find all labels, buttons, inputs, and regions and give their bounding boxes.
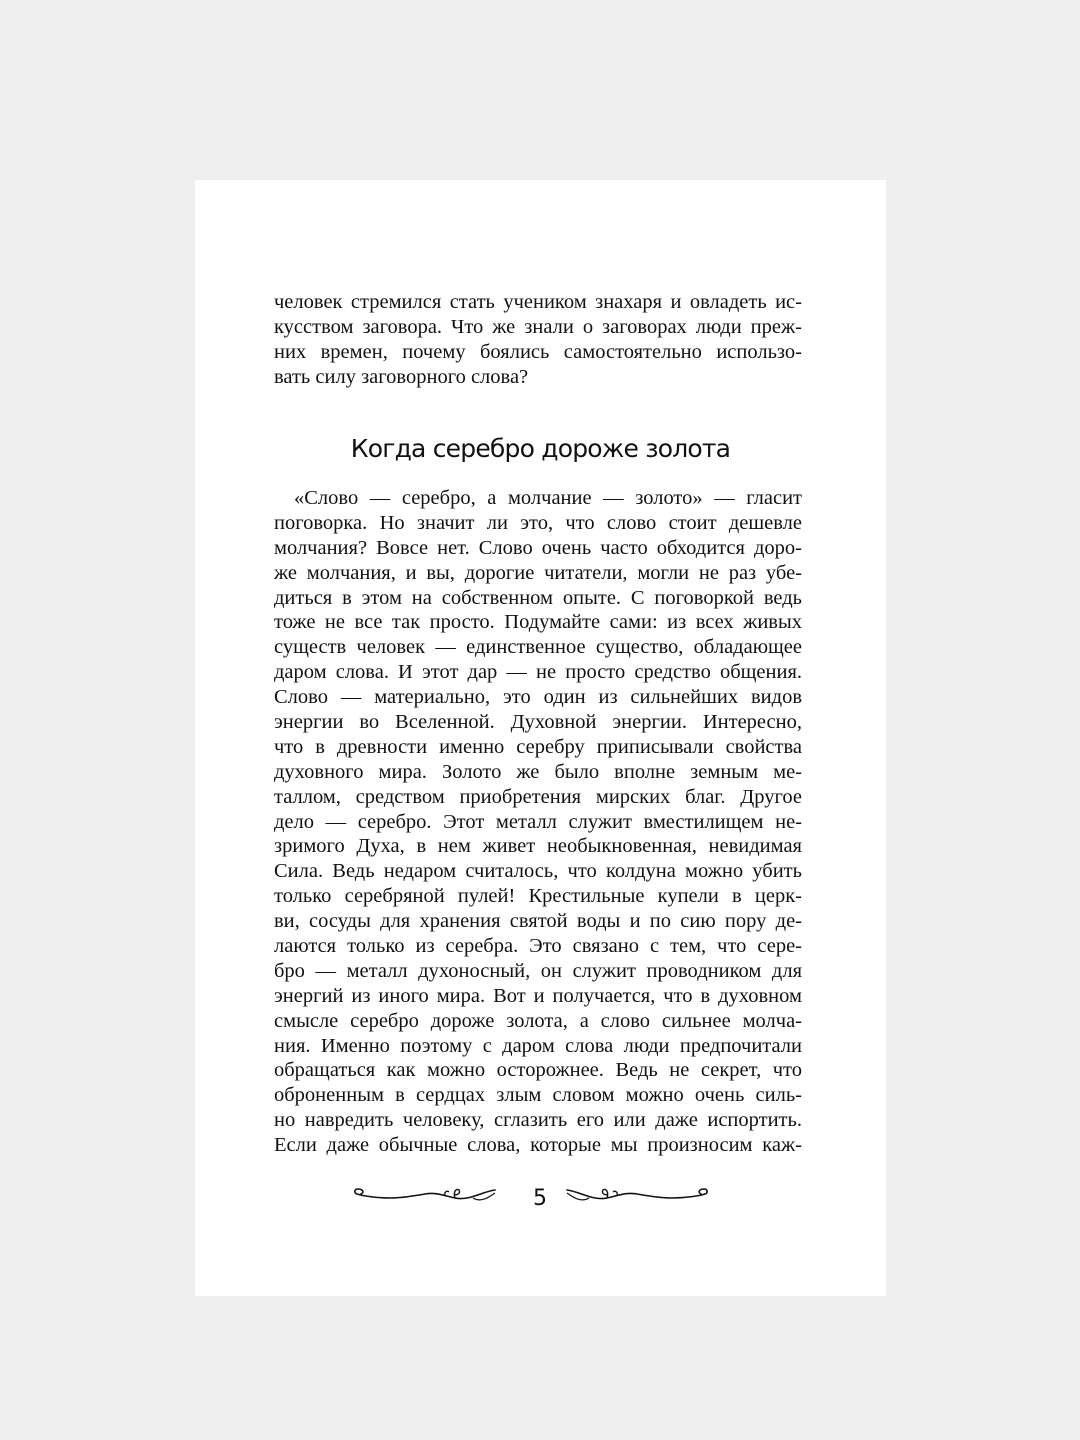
text-line: поговорка. Но значит ли это, что слово стоит дешевле [274, 511, 802, 534]
text-line: оброненным в сердцах злым словом можно очень силь- [274, 1084, 802, 1107]
text-line: дело — серебро. Этот металл служит вместилищем не- [274, 810, 802, 833]
text-line: вать силу заговорного слова? [274, 365, 529, 388]
text-line: них времен, почему боялись самостоятельно использо- [274, 340, 802, 363]
page-footer [195, 1180, 886, 1220]
page-number: 5 [533, 1186, 547, 1211]
text-line: молчания? Вовсе нет. Слово очень часто обходится доро- [274, 536, 802, 559]
text-line: ви, сосуды для хранения святой воды и по сию пору де- [274, 910, 802, 933]
body-paragraph [274, 486, 802, 1158]
text-line: таллом, средством приобретения мирских благ. Другое [274, 785, 802, 808]
text-line: же молчания, и вы, дорогие читатели, могли не раз убе- [274, 561, 802, 584]
text-line: тоже не все так просто. Подумайте сами: из всех живых [274, 611, 802, 634]
book-page [195, 180, 886, 1296]
text-line: бро — металл духоносный, он служит проводником для [274, 959, 802, 982]
text-line: обращаться как можно осторожнее. Ведь не секрет, что [274, 1059, 802, 1082]
text-line: смысле серебро дороже золота, а слово сильнее молча- [274, 1009, 802, 1032]
text-line: кусством заговора. Что же знали о заговорах люди преж- [274, 315, 802, 338]
text-line: энергий из иного мира. Вот и получается, что в духовном [274, 984, 802, 1007]
text-line: существ человек — единственное существо, обладающее [274, 636, 802, 659]
text-line: лаются только из серебра. Это связано с тем, что сере- [274, 935, 802, 958]
text-line: духовного мира. Золото же было вполне земным ме- [274, 760, 802, 783]
text-line: диться в этом на собственном опыте. С поговоркой ведь [274, 586, 802, 609]
text-line: человек стремился стать учеником знахаря и овладеть ис- [274, 291, 802, 313]
section-heading: Когда серебро дороже золота [350, 434, 731, 463]
text-line: только серебряной пулей! Крестильные купели в церк- [274, 885, 802, 908]
left-flourish-icon [353, 1185, 497, 1211]
text-line: но навредить человеку, сглазить его или даже испортить. [274, 1109, 802, 1132]
text-line: Слово — материально, это один из сильнейших видов [274, 686, 802, 709]
text-line: ния. Именно поэтому с даром слова люди предпочитали [274, 1034, 802, 1057]
text-line: Если даже обычные слова, которые мы произносим каж- [274, 1134, 802, 1157]
text-line: зримого Духа, в нем живет необыкновенная, невидимая [274, 835, 802, 858]
text-line: даром слова. И этот дар — не просто средство общения. [274, 661, 802, 684]
intro-paragraph [274, 290, 802, 390]
text-line: Сила. Ведь недаром считалось, что колдуна можно убить [274, 860, 802, 883]
right-flourish-icon [565, 1185, 709, 1211]
text-line: энергии во Вселенной. Духовной энергии. Интересно, [274, 711, 802, 734]
text-line: «Слово — серебро, а молчание — золото» — гласит [294, 487, 802, 509]
text-line: что в древности именно серебру приписывали свойства [274, 735, 802, 758]
